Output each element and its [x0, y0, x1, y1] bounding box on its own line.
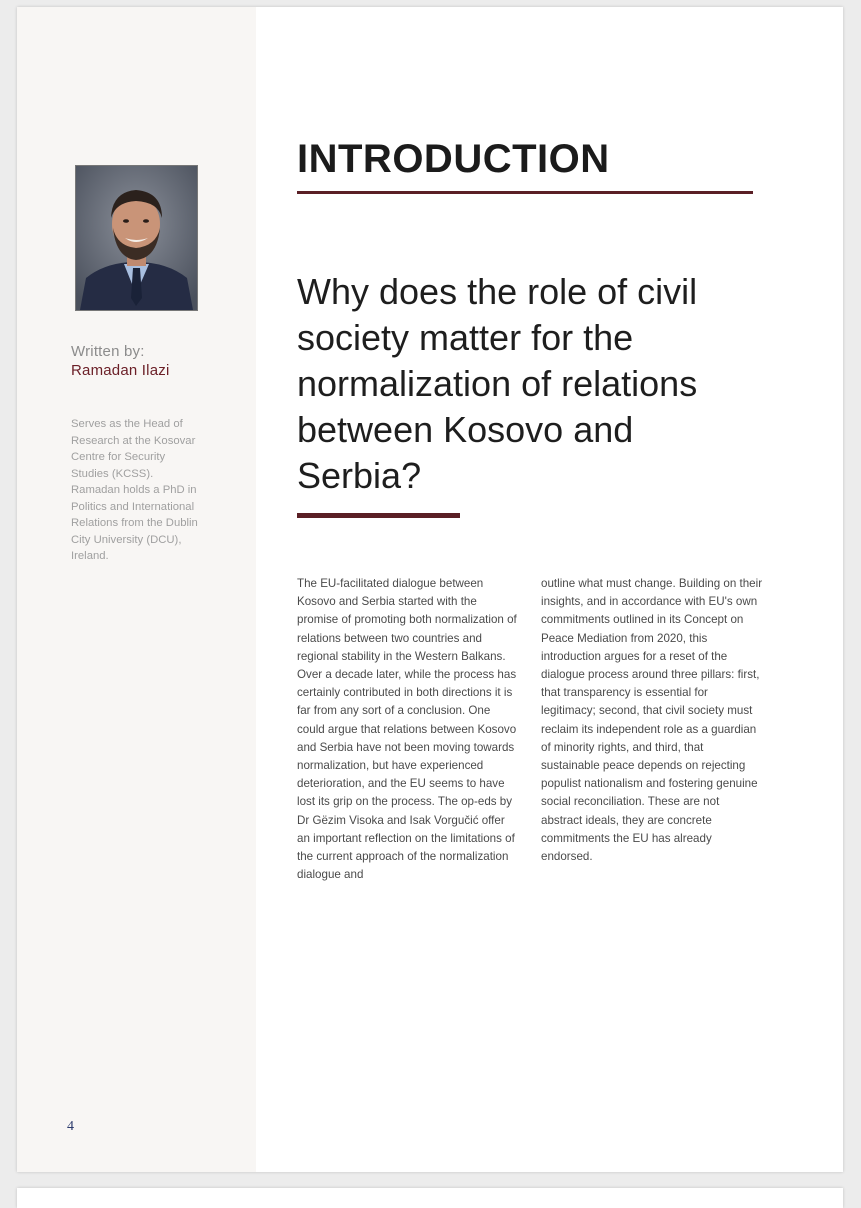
- title-divider: [297, 191, 753, 194]
- next-page-edge: [17, 1188, 843, 1208]
- body-column-1: The EU-facilitated dialogue between Kosovo and Serbia started with the promise of promoting both normalization of relations between two countries and regional stability in the Western Balkans. Over a decade later, while the process has certainly contributed in both directions it is far from any sort of a conclusion. One could argue that relations between Kosovo and Serbia have not been moving towards normalization, but have experienced deterioration, and the EU seems to have lost its grip on the process. The op-eds by Dr Gëzim Visoka and Isak Vorgučić offer an important reflection on the limitations of the current approach of the normalization dialogue and: [297, 577, 517, 882]
- body-column-2: outline what must change. Building on their insights, and in accordance with EU's own commitments outlined in its Concept on Peace Mediation from 2020, this introduction argues for a reset of the dialogue process around three pillars: first, that transparency is essential for legitimacy; second, that civil society must reclaim its independent role as a guardian of minority rights, and third, that sustainable peace depends on rejecting populist nationalism and fostering genuine social reconciliation. These are not abstract ideals, they are concrete commitments the EU has already endorsed.: [541, 577, 763, 864]
- author-photo: [75, 165, 198, 311]
- author-bio: Serves as the Head of Research at the Kosovar Centre for Security Studies (KCSS). Ramadan holds a PhD in Politics and International Relations from the Dublin City University (DCU), Ireland.: [71, 418, 198, 562]
- question-divider: [297, 513, 460, 518]
- page-number: 4: [67, 1119, 74, 1134]
- section-title: INTRODUCTION: [297, 137, 610, 181]
- author-name: Ramadan Ilazi: [71, 362, 170, 379]
- written-by-label: Written by:: [71, 343, 145, 360]
- document-page: [17, 7, 843, 1172]
- lead-question: Why does the role of civil society matter for the normalization of relations between Kosovo and Serbia?: [297, 271, 698, 496]
- author-sidebar: [17, 7, 256, 1172]
